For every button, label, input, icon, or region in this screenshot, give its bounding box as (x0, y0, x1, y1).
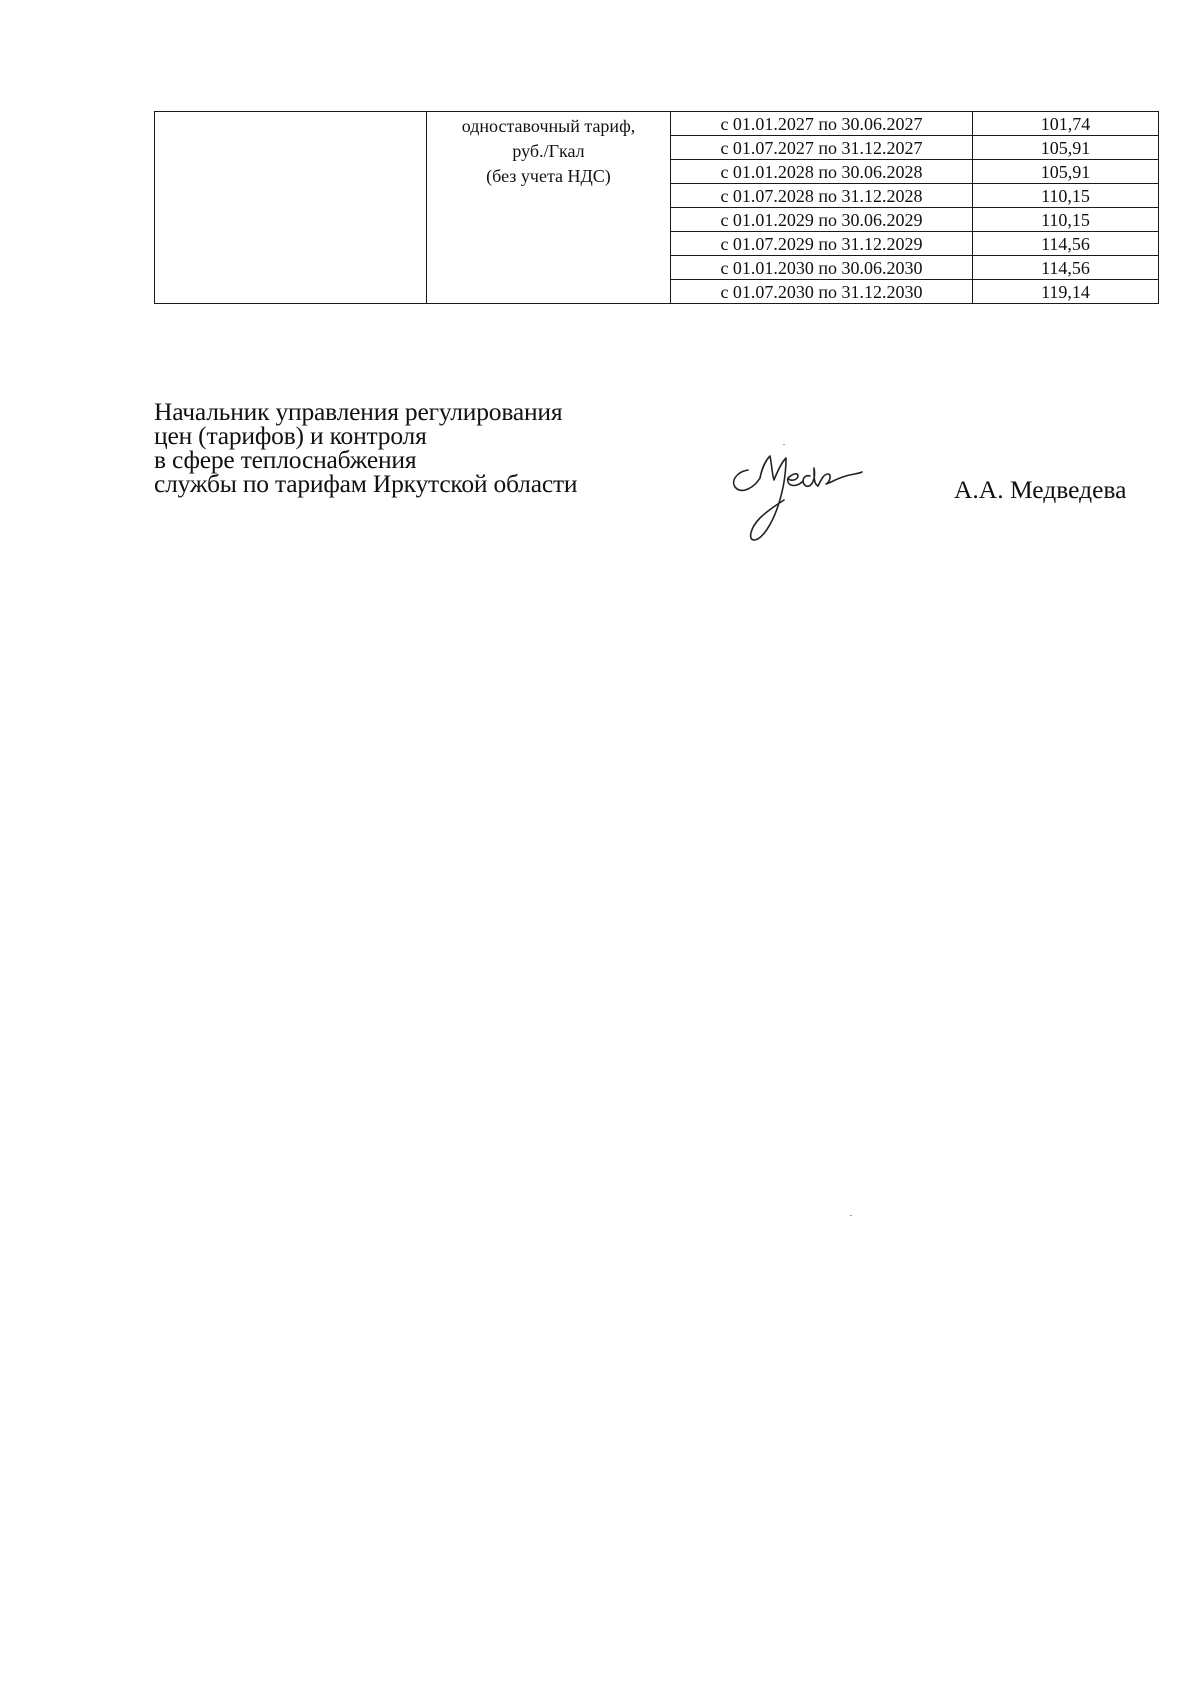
tariff-value-cell: 105,91 (973, 160, 1159, 184)
tariff-value-cell: 101,74 (973, 112, 1159, 136)
signatory-position-line: Начальник управления регулирования (154, 397, 563, 426)
tariff-value-cell: 110,15 (973, 184, 1159, 208)
tariff-value-cell: 110,15 (973, 208, 1159, 232)
period-cell: с 01.01.2027 по 30.06.2027 (671, 112, 973, 136)
period-cell: с 01.07.2030 по 31.12.2030 (671, 280, 973, 304)
tariff-description-line: одноставочный тариф, (461, 116, 636, 136)
period-cell: с 01.07.2027 по 31.12.2027 (671, 136, 973, 160)
empty-cell (155, 112, 427, 304)
tariff-value-cell: 105,91 (973, 136, 1159, 160)
signatory-position-line: цен (тарифов) и контроля (154, 421, 427, 450)
period-cell: с 01.01.2028 по 30.06.2028 (671, 160, 973, 184)
period-cell: с 01.07.2028 по 31.12.2028 (671, 184, 973, 208)
signatory-position-line: в сфере теплоснабжения (154, 445, 417, 474)
signatory-name: А.А. Медведева (954, 475, 1127, 504)
table-row (155, 112, 1159, 136)
scan-speck (783, 444, 785, 445)
signatory-position (154, 397, 578, 498)
tariff-value-cell: 114,56 (973, 232, 1159, 256)
period-cell: с 01.01.2029 по 30.06.2029 (671, 208, 973, 232)
tariff-value-cell: 119,14 (973, 280, 1159, 304)
tariff-description-line: (без учета НДС) (486, 166, 611, 186)
period-cell: с 01.07.2029 по 31.12.2029 (671, 232, 973, 256)
tariff-description-cell (427, 112, 671, 304)
scan-speck (850, 1215, 852, 1216)
signatory-position-line: службы по тарифам Иркутской области (154, 469, 578, 498)
period-cell: с 01.01.2030 по 30.06.2030 (671, 256, 973, 280)
handwritten-signature (726, 448, 866, 548)
tariff-value-cell: 114,56 (973, 256, 1159, 280)
tariff-table (154, 111, 1159, 304)
tariff-description-line: руб./Гкал (512, 141, 585, 161)
